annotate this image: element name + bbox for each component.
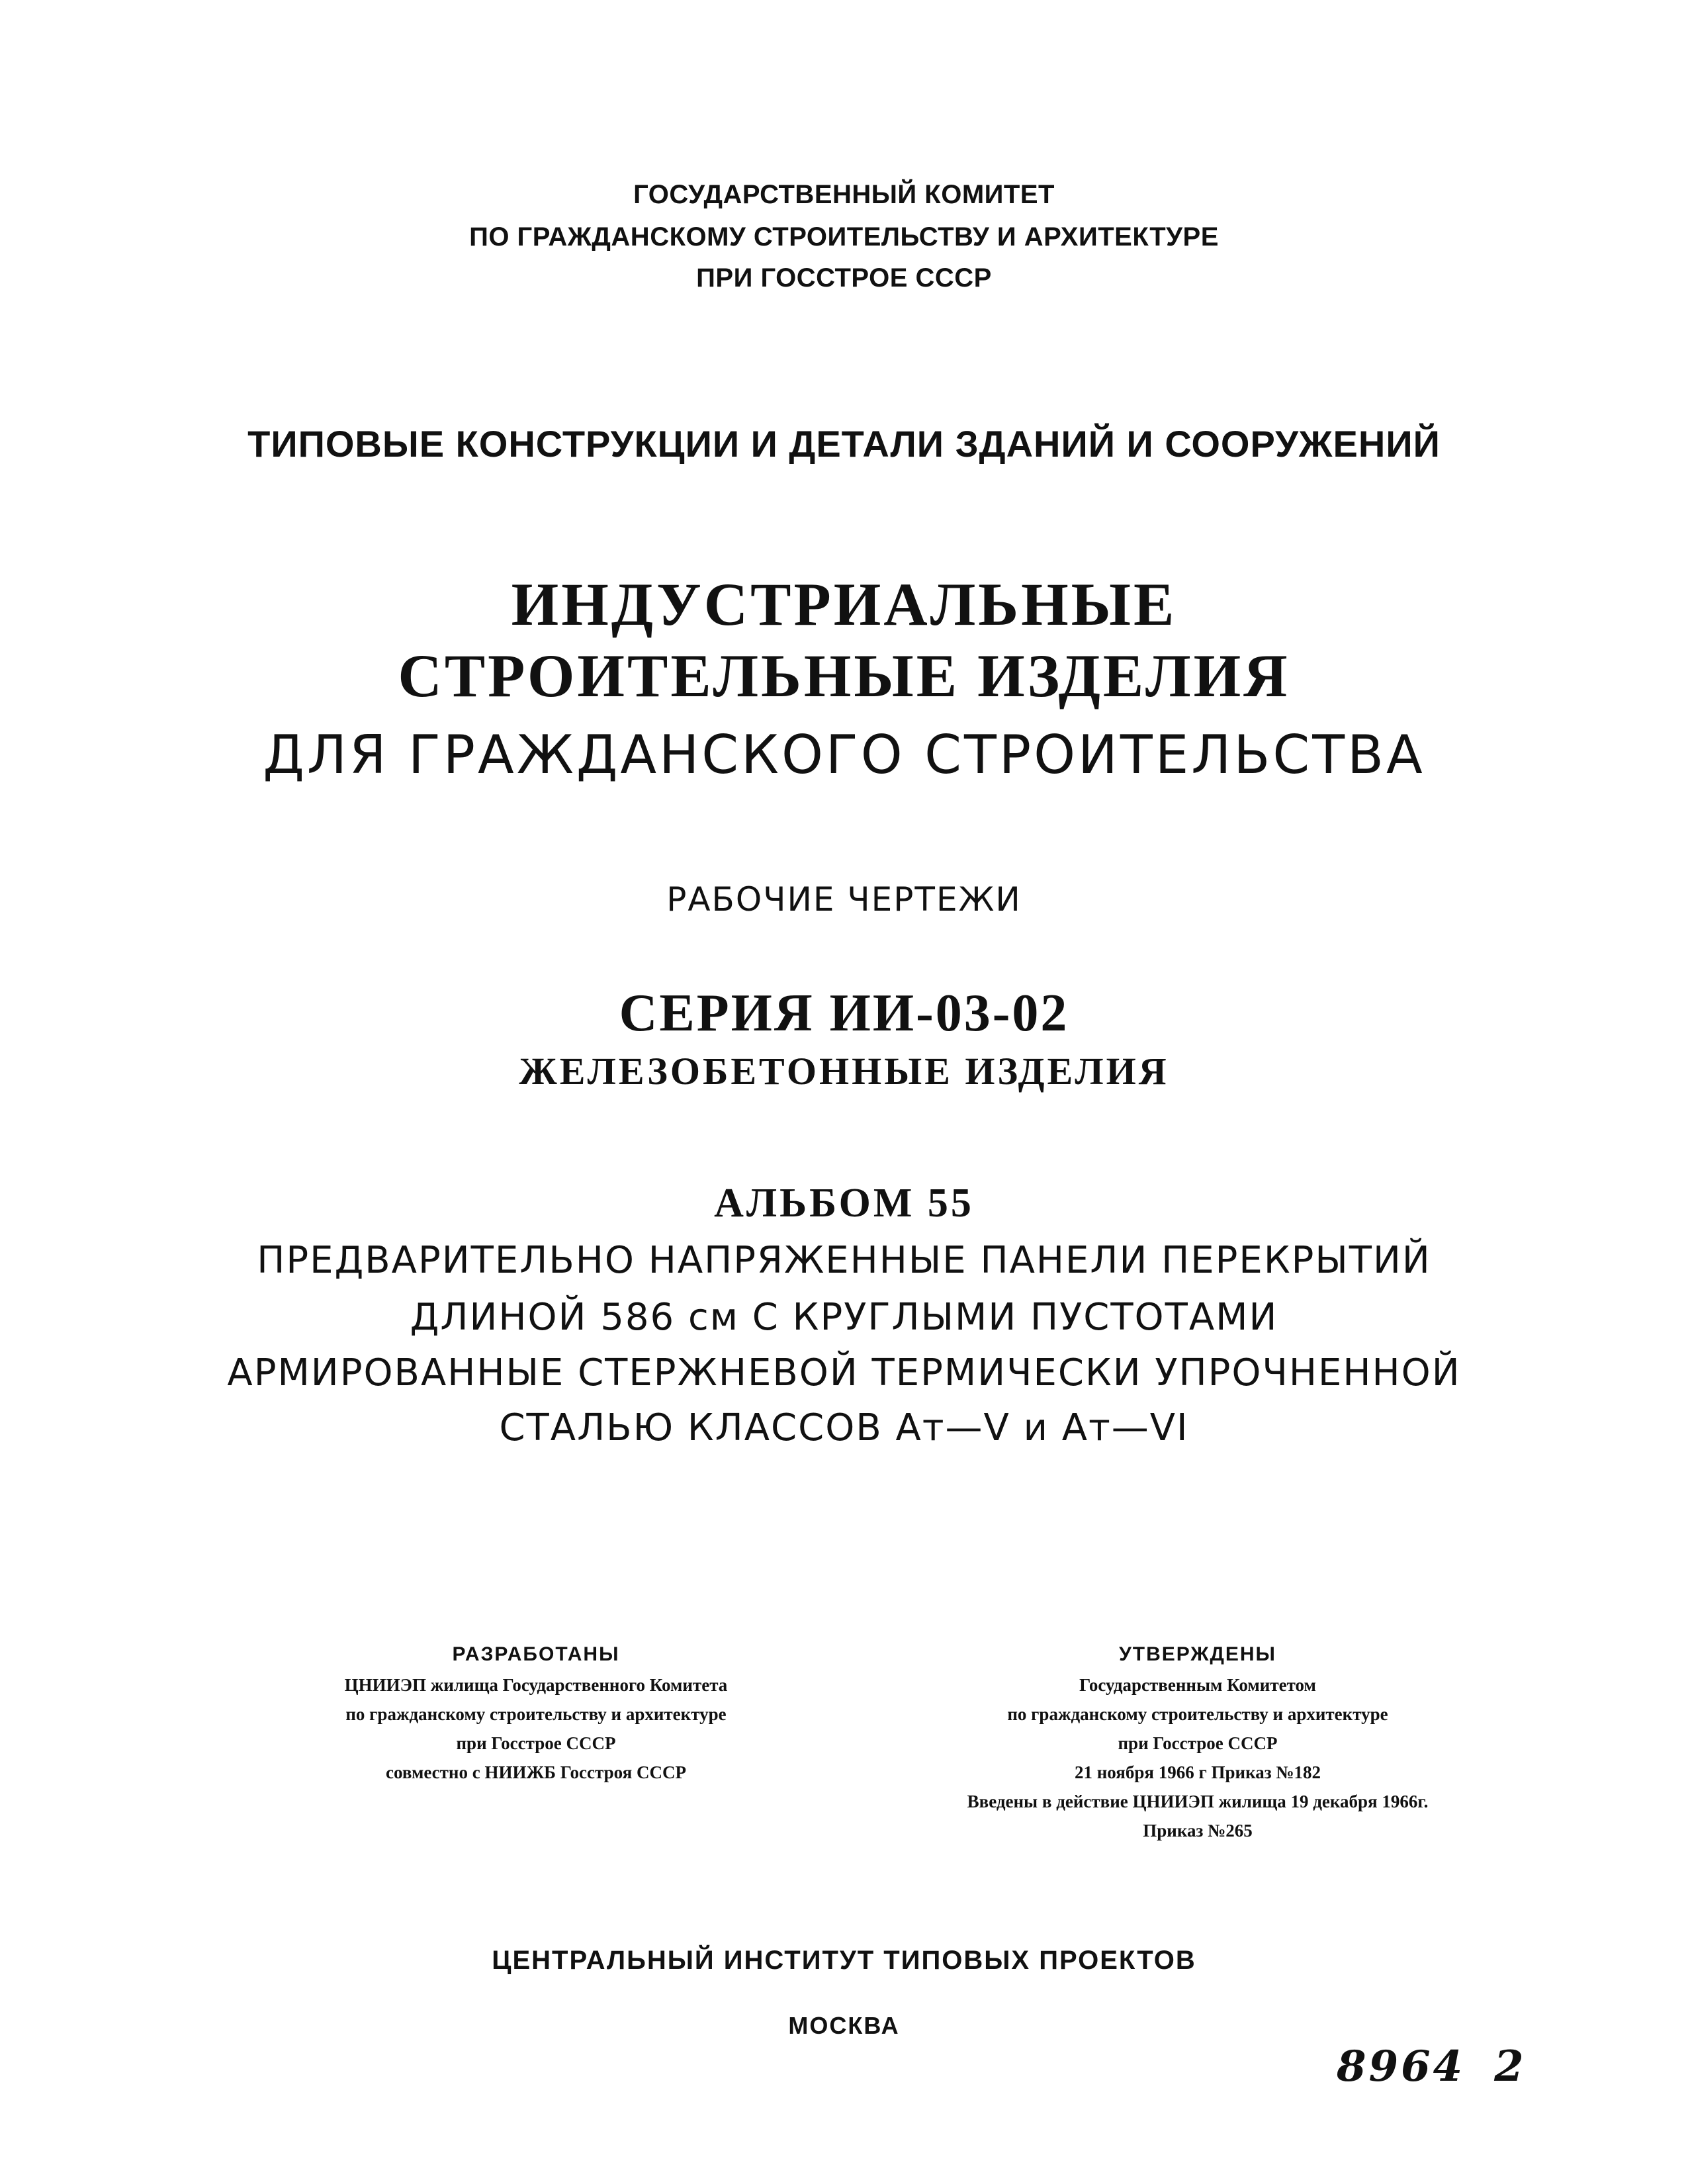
album-number: АЛЬБОМ 55 bbox=[714, 1181, 974, 1226]
album-line-4: СТАЛЬЮ КЛАССОВ Ат—V и Ат—VI bbox=[499, 1406, 1189, 1449]
city: МОСКВА bbox=[788, 2012, 900, 2039]
title-line-1: ИНДУСТРИАЛЬНЫЕ bbox=[511, 570, 1177, 638]
album-line-3: АРМИРОВАННЫЕ СТЕРЖНЕВОЙ ТЕРМИЧЕСКИ УПРОЧНЕННОЙ bbox=[227, 1351, 1461, 1394]
title-line-2: СТРОИТЕЛЬНЫЕ ИЗДЕЛИЯ bbox=[398, 642, 1290, 709]
album-line-1: ПРЕДВАРИТЕЛЬНО НАПРЯЖЕННЫЕ ПАНЕЛИ ПЕРЕКРЫТИЙ bbox=[257, 1239, 1431, 1282]
approved-line: по гражданскому строительству и архитектуре bbox=[1007, 1704, 1388, 1724]
committee-line-1: ГОСУДАРСТВЕННЫЙ КОМИТЕТ bbox=[633, 180, 1055, 209]
document-type: РАБОЧИЕ ЧЕРТЕЖИ bbox=[666, 880, 1022, 919]
developed-line: по гражданскому строительству и архитектуре bbox=[345, 1704, 727, 1724]
approved-line: Приказ №265 bbox=[1143, 1821, 1253, 1841]
developed-line: совместно с НИИЖБ Госстроя СССР bbox=[386, 1762, 686, 1782]
album-line-2: ДЛИНОЙ 586 см С КРУГЛЫМИ ПУСТОТАМИ bbox=[410, 1296, 1278, 1339]
sheet-number: 2 bbox=[1494, 2042, 1527, 2091]
approved-heading: УТВЕРЖДЕНЫ bbox=[1119, 1643, 1276, 1665]
handwritten-inventory-number bbox=[1337, 2042, 1527, 2091]
series-subtitle: ЖЕЛЕЗОБЕТОННЫЕ ИЗДЕЛИЯ bbox=[519, 1050, 1169, 1093]
approved-line: 21 ноября 1966 г Приказ №182 bbox=[1075, 1762, 1321, 1782]
developed-line: при Госстрое СССР bbox=[456, 1733, 616, 1753]
developed-heading: РАЗРАБОТАНЫ bbox=[452, 1643, 620, 1665]
committee-line-2: ПО ГРАЖДАНСКОМУ СТРОИТЕЛЬСТВУ И АРХИТЕКТУРЕ bbox=[469, 222, 1219, 251]
series-group-title: ТИПОВЫЕ КОНСТРУКЦИИ И ДЕТАЛИ ЗДАНИЙ И СООРУЖЕНИЙ bbox=[247, 423, 1441, 465]
developed-line: ЦНИИЭП жилища Государственного Комитета bbox=[344, 1675, 728, 1695]
title-line-3: ДЛЯ ГРАЖДАНСКОГО СТРОИТЕЛЬСТВА bbox=[263, 724, 1425, 786]
inventory-number: 8964 bbox=[1337, 2042, 1466, 2091]
series-number: СЕРИЯ ИИ-03-02 bbox=[619, 984, 1069, 1042]
committee-line-3: ПРИ ГОССТРОЕ СССР bbox=[696, 263, 992, 293]
publisher: ЦЕНТРАЛЬНЫЙ ИНСТИТУТ ТИПОВЫХ ПРОЕКТОВ bbox=[492, 1946, 1196, 1975]
approved-line: при Госстрое СССР bbox=[1118, 1733, 1278, 1753]
developed-block bbox=[251, 1640, 821, 1787]
approved-line: Введены в действие ЦНИИЭП жилища 19 декабря 1966г. bbox=[967, 1792, 1429, 1811]
approved-block bbox=[880, 1640, 1515, 1845]
approved-line: Государственным Комитетом bbox=[1079, 1675, 1316, 1695]
